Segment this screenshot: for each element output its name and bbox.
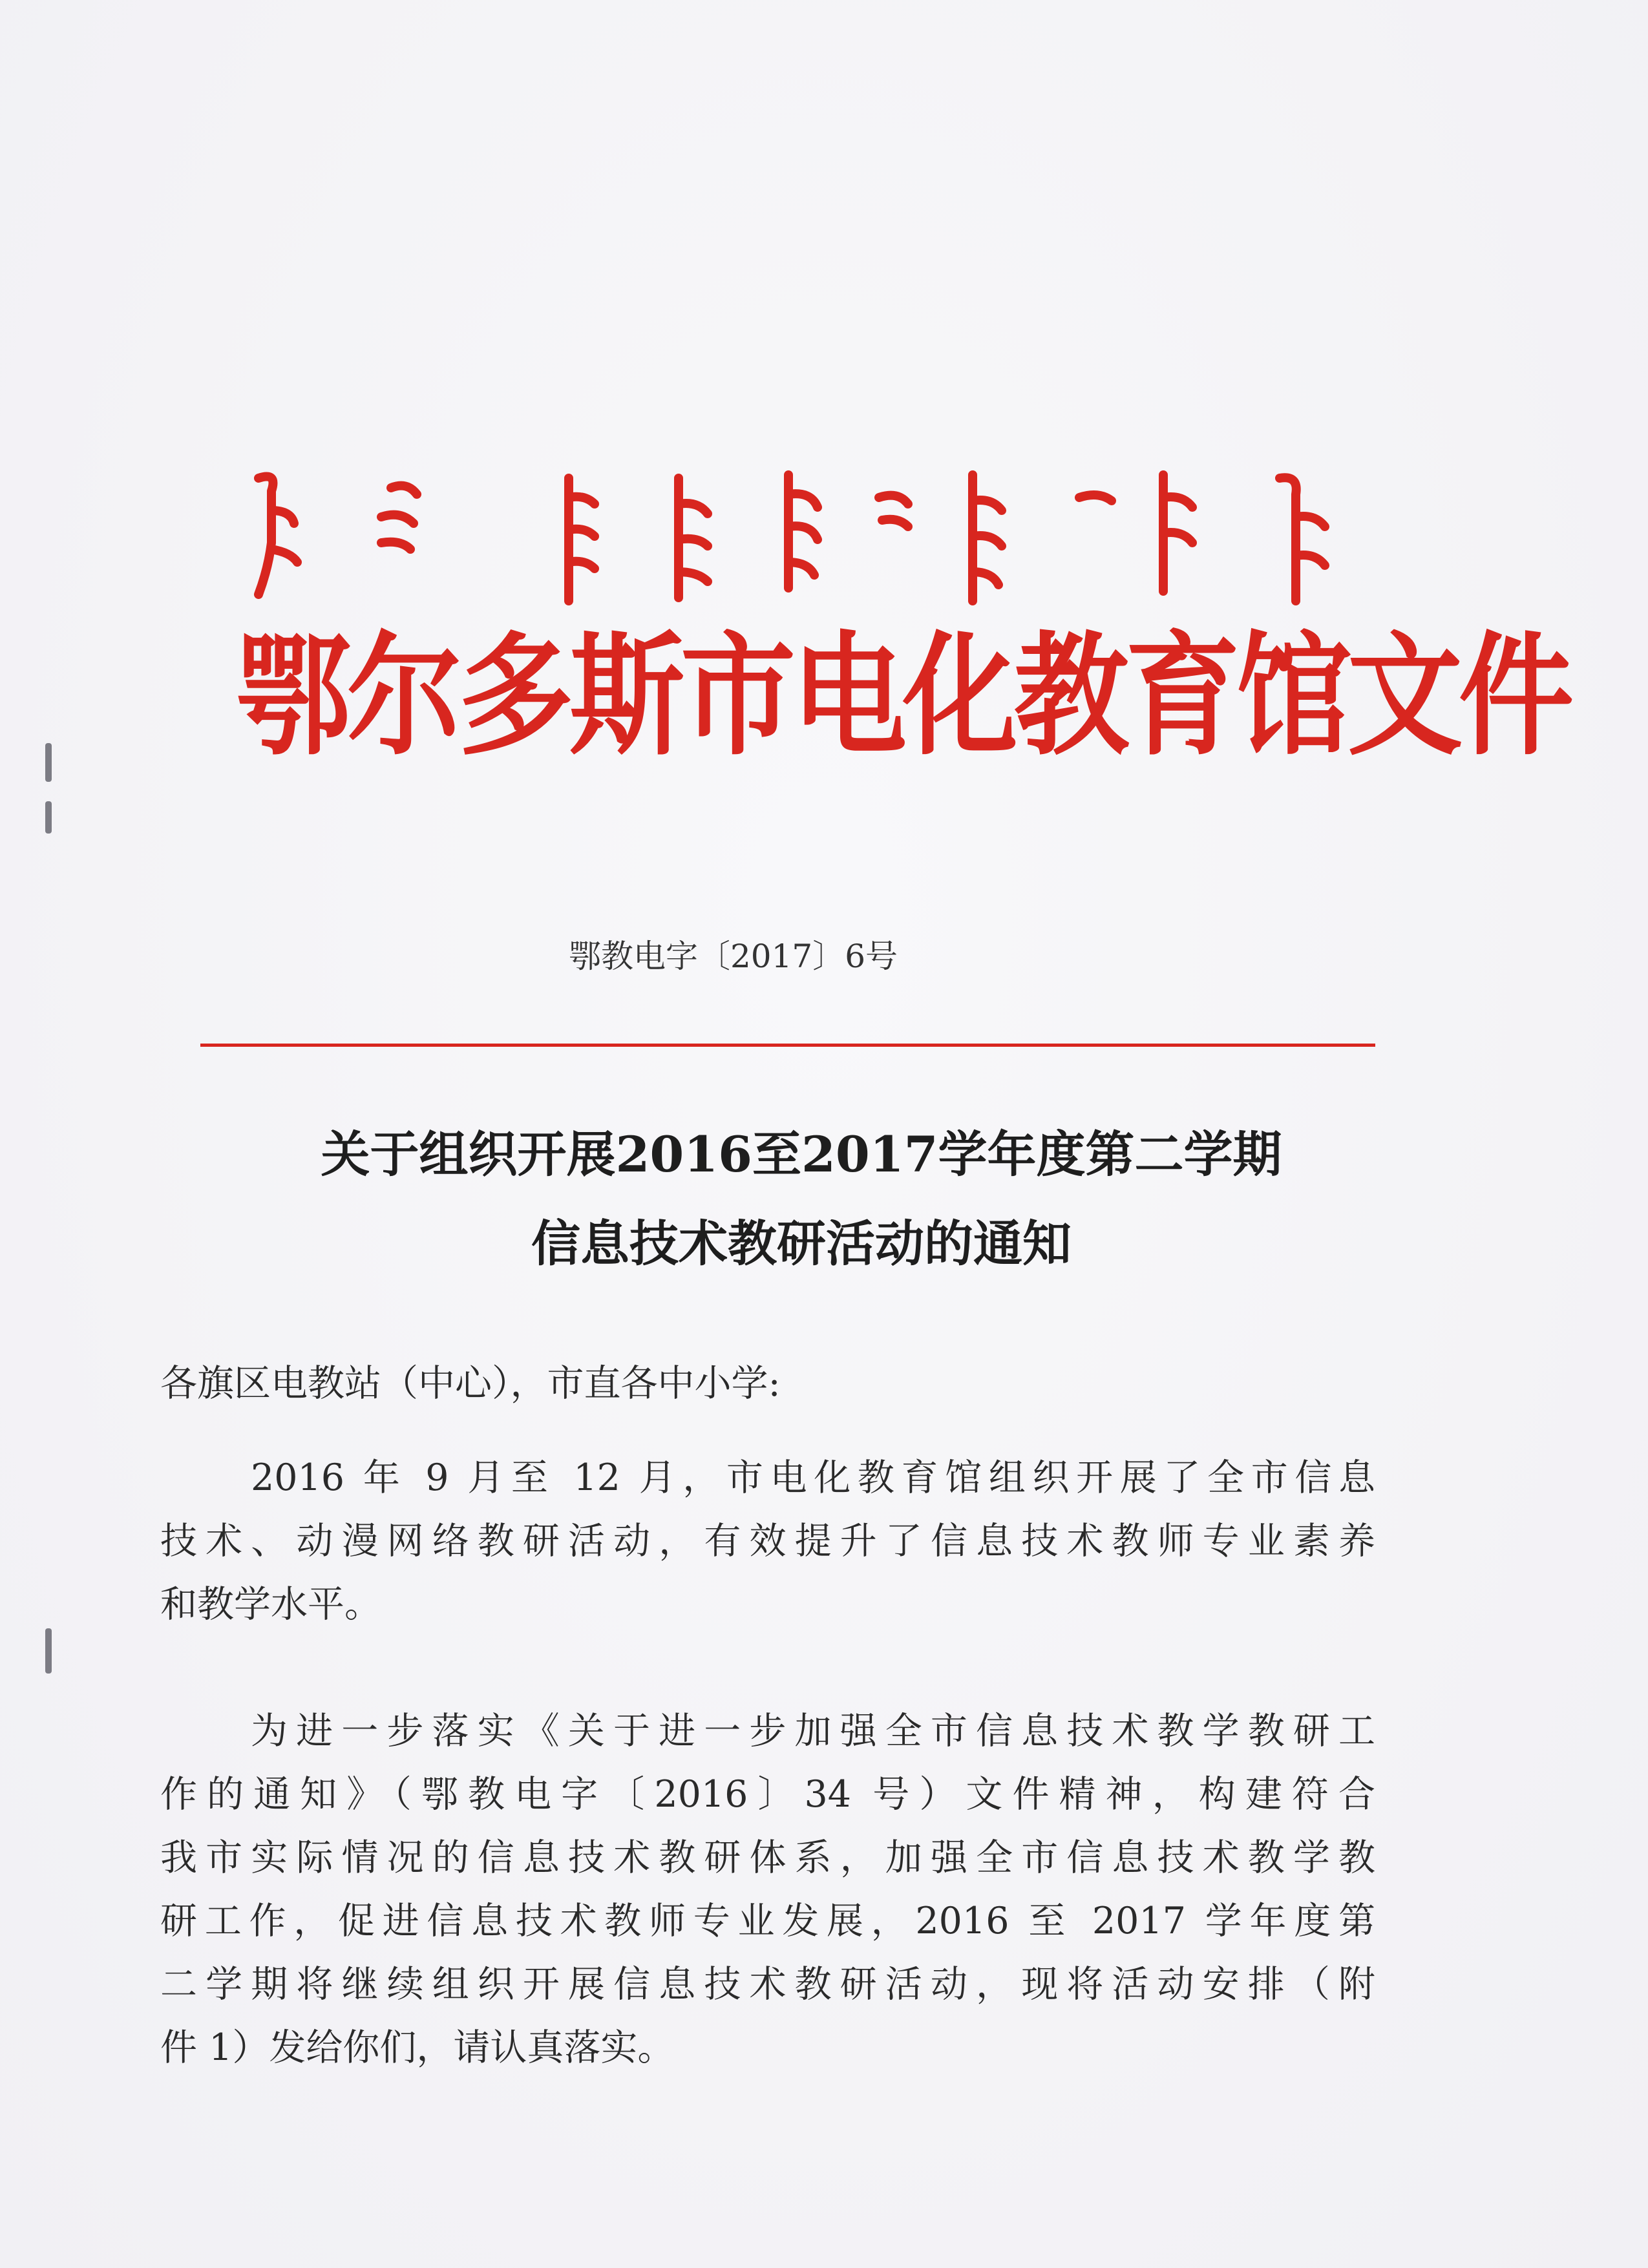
paragraph-line: 件 1）发给你们，请认真落实。: [160, 2026, 675, 2069]
paragraph-line: 作的通知》（鄂教电字〔2016〕34 号）文件精神，构建符合: [160, 1773, 1375, 1816]
paragraph-line: 研工作，促进信息技术教师专业发展，2016 至 2017 学年度第: [160, 1900, 1375, 1942]
paragraph-line: 和教学水平。: [160, 1583, 381, 1626]
binding-mark: [45, 801, 52, 834]
paragraph-line: 技术、动漫网络教研活动，有效提升了信息技术教师专业素养: [160, 1520, 1375, 1562]
notice-title-line-1: 关于组织开展2016至2017学年度第二学期: [321, 1126, 1282, 1183]
paragraph-2: [160, 1699, 1375, 2079]
binding-mark: [45, 1628, 52, 1674]
paragraph-1: [160, 1446, 1375, 1636]
paragraph-line: 2016 年 9 月至 12 月，市电化教育馆组织开展了全市信息: [251, 1456, 1375, 1499]
notice-title-line-2: 信息技术教研活动的通知: [531, 1215, 1072, 1272]
paragraph-line: 二学期将继续组织开展信息技术教研活动，现将活动安排（附: [160, 1963, 1375, 2006]
issuer-title: 鄂尔多斯市电化教育馆文件: [236, 619, 1570, 773]
red-divider-line: [200, 1044, 1375, 1047]
document-number: 鄂教电字〔2017〕6号: [569, 938, 898, 975]
paragraph-line: 为进一步落实《关于进一步加强全市信息技术教学教研工: [251, 1710, 1375, 1752]
paragraph-line: 我市实际情况的信息技术教研体系，加强全市信息技术教学教: [160, 1836, 1375, 1879]
addressee: [160, 1352, 1375, 1415]
addressee-line: 各旗区电教站（中心），市直各中小学:: [160, 1362, 781, 1405]
mongolian-script-header: [233, 465, 1344, 614]
binding-mark: [45, 743, 52, 782]
